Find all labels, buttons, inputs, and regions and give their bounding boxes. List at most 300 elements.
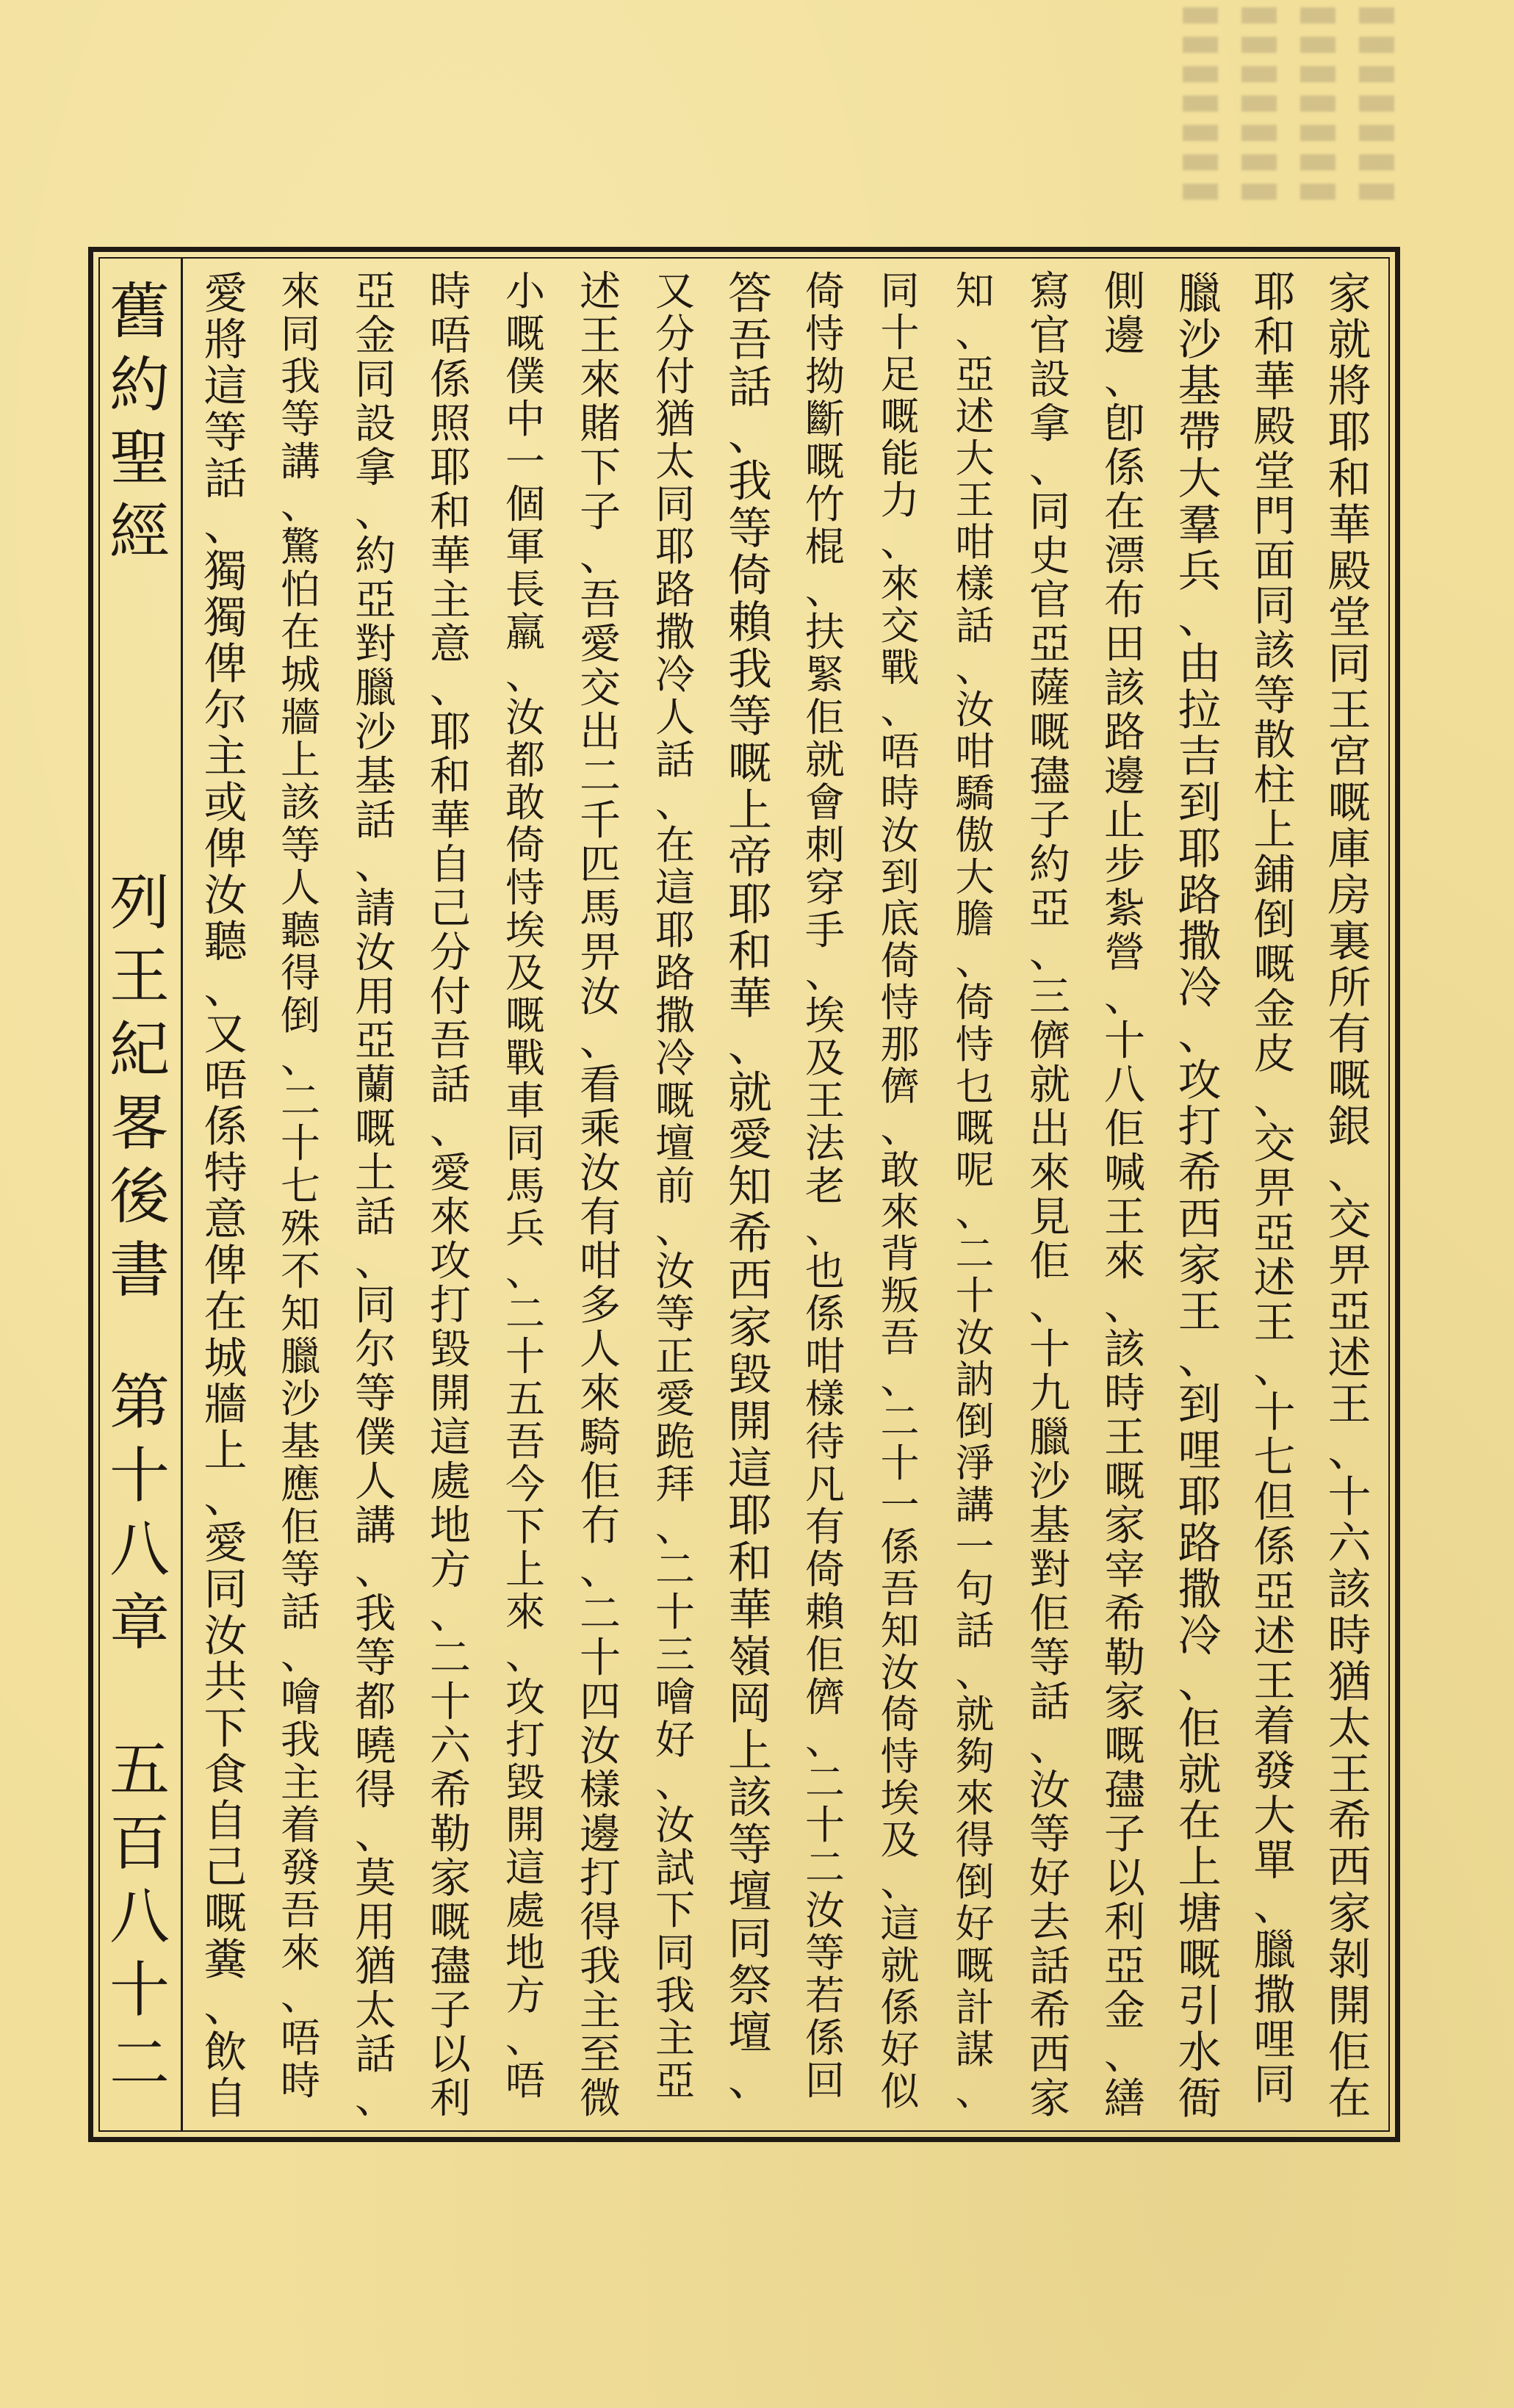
glyph: 敢 <box>880 1148 920 1193</box>
glyph: 塘 <box>1178 1888 1222 1939</box>
glyph: 愛 <box>203 1518 248 1568</box>
glyph: 講 <box>955 1483 995 1528</box>
glyph: 佢 <box>1104 1106 1145 1153</box>
glyph: 等 <box>281 822 320 868</box>
glyph: 意 <box>203 1194 248 1244</box>
glyph: 汝 <box>355 929 396 977</box>
glyph: 二 <box>580 753 621 801</box>
glyph: 係 <box>1104 444 1145 492</box>
glyph: 路 <box>1178 870 1222 920</box>
glyph: 在 <box>203 1286 248 1337</box>
glyph: 吾 <box>505 1419 545 1465</box>
glyph: 等 <box>655 1291 695 1337</box>
glyph: 、 <box>955 646 995 691</box>
glyph: 吾 <box>430 1017 471 1065</box>
glyph: 嘅 <box>1104 1458 1145 1506</box>
glyph: 共 <box>203 1657 248 1707</box>
glyph: 營 <box>1104 929 1145 977</box>
glyph: 大 <box>955 855 995 900</box>
glyph: 等 <box>355 1634 396 1682</box>
glyph: 、 <box>1178 1009 1222 1059</box>
glyph: 驕 <box>955 771 995 816</box>
glyph: 冇 <box>580 1502 621 1550</box>
glyph: 十 <box>655 1589 695 1635</box>
glyph: 嘅 <box>805 439 845 485</box>
glyph: 主 <box>430 577 471 624</box>
glyph: 該 <box>1104 665 1145 713</box>
glyph: 十 <box>109 1441 170 1511</box>
text-column <box>260 270 341 2122</box>
glyph: 尔 <box>355 1326 396 1374</box>
glyph: 、 <box>728 1020 772 1072</box>
glyph: 發 <box>1253 1747 1296 1795</box>
glyph: 耶 <box>1327 407 1371 458</box>
glyph: 基 <box>281 1419 320 1465</box>
glyph: 二 <box>805 1845 845 1891</box>
glyph: 路 <box>655 950 695 996</box>
glyph: 吾 <box>880 1567 920 1612</box>
glyph: 兵 <box>505 1205 545 1252</box>
glyph: 僕 <box>505 353 545 400</box>
glyph: 倚 <box>880 939 920 984</box>
glyph: 、 <box>1029 1723 1070 1770</box>
glyph: 柱 <box>1253 761 1296 810</box>
text-column <box>410 270 491 2122</box>
glyph: 等 <box>805 1930 845 1976</box>
glyph: 毀 <box>430 1326 471 1374</box>
glyph: 噲 <box>281 1674 320 1720</box>
glyph: 二 <box>505 1291 545 1337</box>
glyph: 太 <box>1327 1703 1371 1753</box>
glyph: 、 <box>1104 2031 1145 2079</box>
glyph: 來 <box>580 356 621 404</box>
glyph: 到 <box>1178 777 1222 828</box>
glyph: 希 <box>728 1208 772 1260</box>
glyph: 嘅 <box>880 394 920 439</box>
glyph: 來 <box>430 1194 471 1241</box>
glyph: 又 <box>203 1009 248 1059</box>
glyph: 基 <box>355 753 396 801</box>
glyph: 太 <box>655 439 695 485</box>
glyph: 佢 <box>1029 1238 1070 1286</box>
glyph: 、 <box>355 841 396 889</box>
glyph: 足 <box>880 353 920 397</box>
glyph: 自 <box>430 841 471 889</box>
glyph: 田 <box>1104 621 1145 668</box>
glyph: 金 <box>355 312 396 360</box>
glyph: 家 <box>1178 1240 1222 1291</box>
glyph: 殿 <box>1327 546 1371 596</box>
glyph: 知 <box>880 1609 920 1654</box>
book-title <box>101 275 178 569</box>
glyph: 華 <box>430 797 471 845</box>
glyph: 希 <box>1029 1987 1070 2035</box>
glyph: 臘 <box>355 665 396 713</box>
glyph: 方 <box>430 1546 471 1594</box>
glyph: 太 <box>355 1987 396 2035</box>
glyph: 冷 <box>1178 1610 1222 1661</box>
glyph: 攻 <box>1178 1055 1222 1106</box>
glyph: 打 <box>580 1855 621 1903</box>
glyph: 亞 <box>355 268 396 316</box>
glyph: 帶 <box>1178 407 1222 458</box>
glyph: 嘅 <box>1029 709 1070 757</box>
glyph: 庫 <box>1327 823 1371 874</box>
glyph: 亞 <box>355 577 396 624</box>
glyph: 邊 <box>1104 753 1145 801</box>
glyph: 嘅 <box>505 311 545 357</box>
glyph: 開 <box>430 1370 471 1418</box>
glyph: 底 <box>880 897 920 942</box>
glyph: 邊 <box>580 1811 621 1859</box>
glyph: 時 <box>1104 1370 1145 1418</box>
glyph: 、 <box>505 652 545 698</box>
glyph: 等 <box>281 1546 320 1593</box>
glyph: 大 <box>1178 453 1222 504</box>
glyph: 有 <box>1327 1009 1371 1059</box>
glyph: 倒 <box>955 1399 995 1444</box>
glyph: 同 <box>728 1914 772 1965</box>
glyph: 和 <box>1253 313 1296 361</box>
glyph: 王 <box>1253 1657 1296 1706</box>
glyph: 、 <box>505 2015 545 2061</box>
glyph: 話 <box>281 1589 320 1635</box>
glyph: 千 <box>580 797 621 845</box>
glyph: 汝 <box>955 1316 995 1360</box>
glyph: 、 <box>355 489 396 536</box>
glyph: 話 <box>203 453 248 504</box>
glyph: 亞 <box>655 2058 695 2104</box>
glyph: 交 <box>880 604 920 649</box>
glyph: 到 <box>1178 1379 1222 1430</box>
glyph: 汝 <box>655 1248 695 1294</box>
glyph: 也 <box>805 1248 845 1294</box>
glyph: 恃 <box>880 1734 920 1779</box>
glyph: 撒 <box>655 609 695 655</box>
glyph: 係 <box>430 356 471 404</box>
glyph: 猶 <box>655 396 695 442</box>
glyph: 十 <box>880 1441 920 1486</box>
glyph: 攻 <box>505 1674 545 1720</box>
glyph: 就 <box>880 1944 920 1989</box>
glyph: 個 <box>505 481 545 527</box>
glyph: 路 <box>1178 1518 1222 1568</box>
glyph: 句 <box>955 1567 995 1612</box>
glyph: 就 <box>728 1067 772 1119</box>
glyph: 、 <box>880 520 920 565</box>
glyph: 人 <box>580 1326 621 1374</box>
glyph: 佢 <box>281 1504 320 1550</box>
glyph: 交 <box>1253 1120 1296 1168</box>
glyph: 倚 <box>955 981 995 1025</box>
glyph: 埃 <box>880 1776 920 1821</box>
glyph: 經 <box>109 497 170 567</box>
glyph: 希 <box>1178 1147 1222 1198</box>
glyph: 壇 <box>655 1120 695 1167</box>
glyph: 人 <box>355 1458 396 1506</box>
glyph: 馬 <box>505 1163 545 1209</box>
glyph: 若 <box>805 1972 845 2019</box>
glyph: 該 <box>281 779 320 826</box>
glyph: 匹 <box>580 841 621 889</box>
glyph: 上 <box>281 737 320 783</box>
glyph: 這 <box>430 1414 471 1462</box>
glyph: 我 <box>655 1972 695 2019</box>
glyph: 家 <box>1029 2075 1070 2123</box>
glyph: 、 <box>1178 1657 1222 1707</box>
glyph: 家 <box>728 1302 772 1354</box>
glyph: 對 <box>1029 1546 1070 1594</box>
glyph: 能 <box>880 436 920 481</box>
glyph: 引 <box>1178 1980 1222 2031</box>
glyph: 愛 <box>728 1114 772 1166</box>
glyph: 、 <box>805 1717 845 1763</box>
glyph: 己 <box>203 1842 248 1892</box>
glyph: 着 <box>281 1802 320 1848</box>
glyph: 用 <box>355 1899 396 1947</box>
glyph: 房 <box>1327 870 1371 920</box>
glyph: 恃 <box>505 865 545 911</box>
glyph: 聽 <box>203 916 248 967</box>
glyph: 就 <box>805 737 845 783</box>
glyph: 嘅 <box>1327 777 1371 828</box>
glyph: 戰 <box>880 646 920 691</box>
glyph: 話 <box>655 737 695 783</box>
glyph: 請 <box>355 885 396 933</box>
glyph: 、 <box>880 1358 920 1402</box>
glyph: 、 <box>1029 444 1070 492</box>
glyph: 好 <box>880 2027 920 2072</box>
glyph: 有 <box>580 1194 621 1241</box>
glyph: 試 <box>655 1845 695 1891</box>
glyph: 二 <box>880 1399 920 1444</box>
glyph: 喊 <box>1104 1150 1145 1197</box>
glyph: 猶 <box>355 1943 396 1991</box>
glyph: 、 <box>1104 973 1145 1021</box>
glyph: 食 <box>203 1749 248 1800</box>
glyph: 岡 <box>728 1679 772 1730</box>
glyph: 畧 <box>109 1089 170 1158</box>
glyph: 宮 <box>1327 731 1371 782</box>
glyph: 但 <box>1253 1478 1296 1526</box>
glyph: 凡 <box>805 1461 845 1507</box>
glyph: 列 <box>109 868 170 938</box>
glyph: 臘 <box>1029 1414 1070 1462</box>
glyph: 撒 <box>1178 916 1222 967</box>
glyph: 戰 <box>505 1035 545 1081</box>
glyph: 嘅 <box>728 738 772 790</box>
glyph: 王 <box>1178 1286 1222 1337</box>
glyph: 壇 <box>728 1867 772 1918</box>
glyph: 曉 <box>355 1723 396 1770</box>
glyph: 訥 <box>955 1358 995 1402</box>
glyph: 八 <box>1104 1061 1145 1109</box>
glyph: 、 <box>203 1980 248 2031</box>
glyph: 我 <box>728 644 772 696</box>
glyph: 汝 <box>580 1150 621 1197</box>
glyph: 畀 <box>1327 1240 1371 1291</box>
glyph: 、 <box>281 1972 320 2019</box>
text-column <box>485 270 566 2122</box>
glyph: 利 <box>1104 1899 1145 1947</box>
glyph: 倚 <box>505 822 545 868</box>
glyph: 嘅 <box>655 1078 695 1124</box>
glyph: 尔 <box>203 685 248 735</box>
glyph: 蘭 <box>355 1061 396 1109</box>
glyph: 該 <box>1327 1564 1371 1615</box>
glyph: 打 <box>1178 1101 1222 1152</box>
glyph: 紮 <box>1104 885 1145 933</box>
glyph: 好 <box>1029 1855 1070 1903</box>
glyph: 嘅 <box>1104 1723 1145 1770</box>
glyph: 猶 <box>1327 1657 1371 1707</box>
glyph: 、 <box>955 1190 995 1235</box>
text-column <box>635 270 715 2122</box>
glyph: 王 <box>1327 1749 1371 1800</box>
glyph: 小 <box>505 268 545 314</box>
glyph: 拿 <box>1029 400 1070 448</box>
glyph: 上 <box>728 1726 772 1777</box>
glyph: 等 <box>728 691 772 743</box>
glyph: 毀 <box>505 1759 545 1806</box>
glyph: 知 <box>955 269 995 314</box>
glyph: 水 <box>1178 2027 1222 2077</box>
glyph: 希 <box>1104 1590 1145 1638</box>
glyph: 儕 <box>1029 1017 1070 1065</box>
glyph: 述 <box>1253 1612 1296 1661</box>
glyph: 十 <box>1029 1326 1070 1374</box>
glyph: 話 <box>355 1194 396 1241</box>
glyph: 吾 <box>880 1316 920 1360</box>
glyph: 、 <box>1178 1333 1222 1383</box>
glyph: 來 <box>281 1930 320 1976</box>
glyph: 埃 <box>505 907 545 954</box>
glyph: 一 <box>505 439 545 485</box>
glyph: 我 <box>281 353 320 400</box>
glyph: 話 <box>355 797 396 845</box>
glyph: 待 <box>805 1419 845 1465</box>
glyph: 亞 <box>1104 1943 1145 1991</box>
text-column <box>859 270 940 2122</box>
glyph: 話 <box>1029 1679 1070 1726</box>
glyph: 十 <box>281 1120 320 1167</box>
glyph: 俾 <box>203 823 248 874</box>
glyph: 佢 <box>805 1632 845 1678</box>
glyph: 、 <box>580 1017 621 1065</box>
glyph: 、 <box>355 1546 396 1594</box>
glyph: 和 <box>728 926 772 978</box>
glyph: 下 <box>505 1504 545 1550</box>
glyph: 等 <box>355 1370 396 1418</box>
glyph: 等 <box>281 396 320 442</box>
glyph: 我 <box>355 1590 396 1638</box>
glyph: 在 <box>1178 1795 1222 1846</box>
glyph: 來 <box>580 1370 621 1418</box>
glyph: 哩 <box>1178 1425 1222 1476</box>
glyph: 長 <box>505 566 545 613</box>
glyph: 得 <box>580 1899 621 1947</box>
glyph: 嘅 <box>955 1944 995 1989</box>
glyph: 和 <box>1327 453 1371 504</box>
glyph: 基 <box>1178 361 1222 411</box>
glyph: 二 <box>655 1546 695 1593</box>
glyph: 十 <box>580 1634 621 1682</box>
glyph: 係 <box>880 1525 920 1570</box>
glyph: 西 <box>1029 2031 1070 2079</box>
glyph: 獨 <box>203 592 248 643</box>
glyph: 、 <box>203 962 248 1013</box>
glyph: 唔 <box>203 1055 248 1106</box>
glyph: 等 <box>728 1820 772 1871</box>
glyph: 銀 <box>1327 1101 1371 1152</box>
glyph: 基 <box>1029 1502 1070 1550</box>
glyph: 殿 <box>1253 403 1296 451</box>
glyph: 耶 <box>655 524 695 570</box>
glyph: 同 <box>505 1120 545 1167</box>
glyph: 倚 <box>880 1693 920 1737</box>
glyph: 及 <box>805 1035 845 1081</box>
glyph: 賴 <box>805 1589 845 1635</box>
glyph: 謀 <box>955 2027 995 2072</box>
glyph: 等 <box>728 503 772 555</box>
glyph: 撒 <box>655 992 695 1039</box>
glyph: 嘅 <box>430 1899 471 1947</box>
glyph: 汝 <box>203 1610 248 1661</box>
glyph: 扶 <box>805 609 845 655</box>
glyph: 糞 <box>203 1934 248 1985</box>
glyph: 話 <box>1029 1943 1070 1991</box>
glyph: 一 <box>955 1525 995 1570</box>
glyph: 家 <box>1327 268 1371 319</box>
glyph: 、 <box>281 1035 320 1081</box>
glyph: 西 <box>728 1255 772 1307</box>
glyph: 噲 <box>655 1674 695 1720</box>
glyph: 、 <box>1327 1147 1371 1198</box>
glyph: 冷 <box>655 1035 695 1081</box>
glyph: 來 <box>505 1589 545 1635</box>
glyph: 以 <box>1104 1855 1145 1903</box>
glyph: 嘅 <box>505 992 545 1039</box>
glyph: 唔 <box>880 729 920 774</box>
glyph: 淨 <box>955 1441 995 1486</box>
glyph: 埃 <box>805 992 845 1039</box>
glyph: 答 <box>728 268 772 320</box>
glyph: 恃 <box>955 1023 995 1067</box>
glyph: 騎 <box>580 1414 621 1462</box>
glyph: 係 <box>880 1986 920 2030</box>
glyph: 特 <box>203 1147 248 1198</box>
glyph: 薩 <box>1029 665 1070 713</box>
glyph: 主 <box>203 731 248 782</box>
glyph: 馬 <box>580 885 621 933</box>
glyph: 由 <box>1178 638 1222 689</box>
glyph: 西 <box>1327 1842 1371 1892</box>
glyph: 約 <box>355 533 396 580</box>
glyph: 同 <box>1029 489 1070 536</box>
glyph: 子 <box>1029 797 1070 845</box>
glyph: 膽 <box>955 897 995 942</box>
glyph: 驚 <box>281 524 320 570</box>
glyph: 乘 <box>580 1106 621 1153</box>
glyph: 華 <box>1253 358 1296 406</box>
glyph: 或 <box>203 777 248 828</box>
text-column <box>1234 270 1315 2122</box>
glyph: 漂 <box>1104 533 1145 580</box>
glyph: 華 <box>728 973 772 1025</box>
glyph: 那 <box>880 1023 920 1067</box>
glyph: 、 <box>203 1471 248 1522</box>
glyph: 十 <box>880 311 920 356</box>
